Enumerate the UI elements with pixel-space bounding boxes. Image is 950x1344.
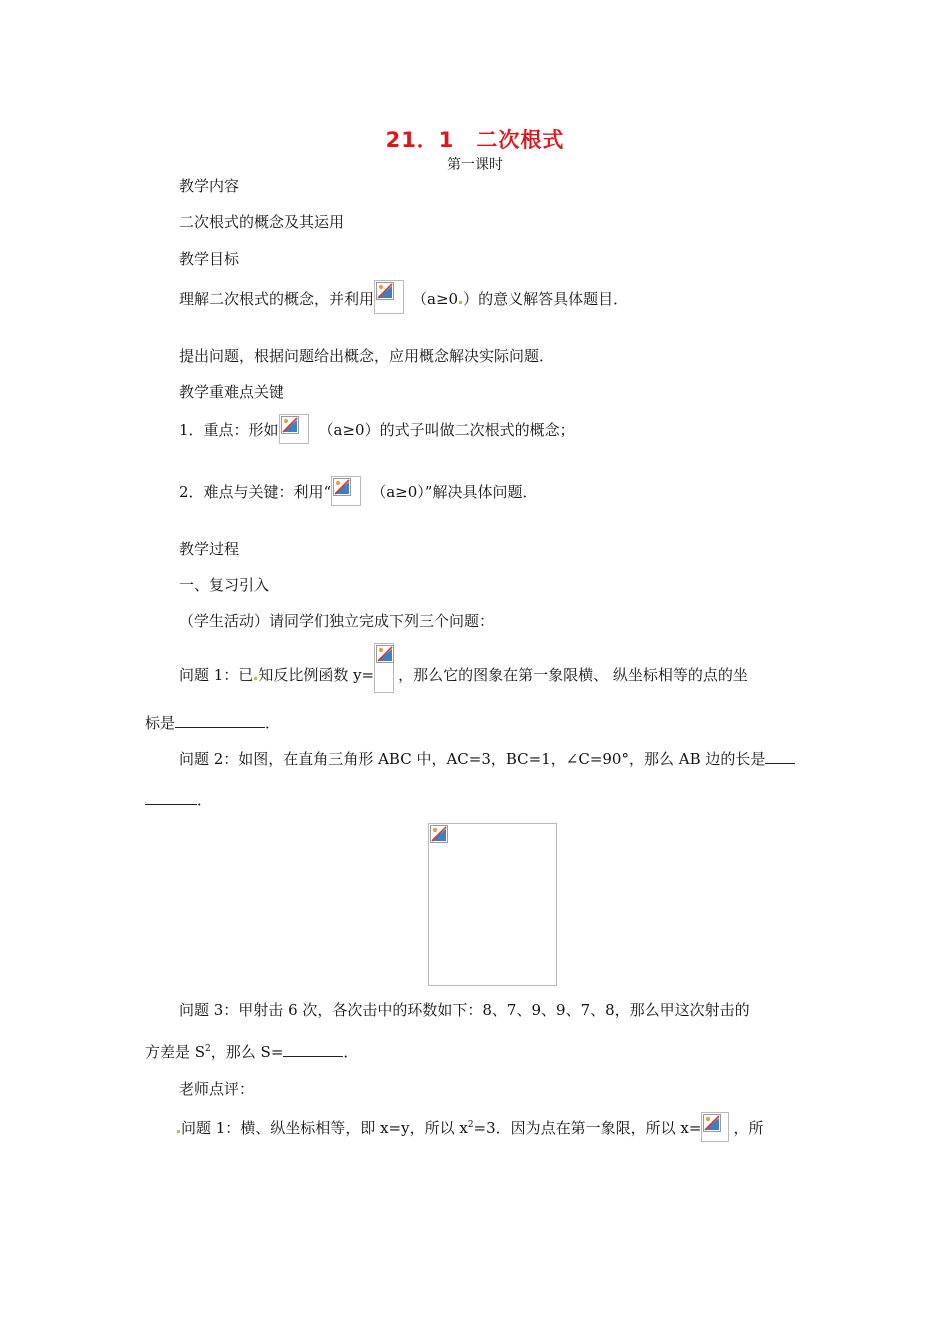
q1-text-d: 标是 [145, 714, 176, 732]
key1-text-a: 1．重点：形如 [179, 421, 279, 439]
q3-text-c: ，那么 S= [210, 1043, 284, 1061]
question-1 [179, 659, 748, 693]
question-1-cont [145, 713, 280, 733]
q3-text-d: ． [343, 1043, 359, 1061]
review-heading: 一、复习引入 [179, 576, 270, 594]
q1-text-c: ，那么它的图象在第一象限横、 纵坐标相等的点的坐 [398, 666, 748, 684]
right-triangle-figure-image [428, 823, 557, 986]
broken-image-icon [430, 825, 448, 843]
goal-line-1 [179, 286, 628, 314]
broken-image-icon [333, 478, 351, 496]
goal-line1-text-c: ）的意义解答具体题目． [463, 290, 629, 308]
key1-text-b: （a≥0）的式子叫做二次根式的概念； [318, 421, 575, 439]
superscript: 2 [205, 1044, 211, 1054]
key-point-2 [179, 480, 537, 506]
ans1-text-c: ，所 [733, 1119, 764, 1137]
broken-image-icon [703, 1114, 721, 1132]
q1-text-e: ． [265, 714, 281, 732]
page-title: 21．1 二次根式 [385, 128, 565, 152]
edit-mark [254, 677, 257, 680]
q2-text-a: 问题 2：如图，在直角三角形 ABC 中，AC=3，BC=1，∠C=90°，那么 AB 边的长是 [179, 750, 766, 768]
sqrt-a-formula-image [279, 414, 309, 444]
sqrt-3-formula-image [701, 1112, 729, 1142]
process-heading: 教学过程 [179, 540, 240, 558]
question-2 [179, 749, 795, 769]
key-heading: 教学重难点关键 [179, 383, 285, 401]
key-point-1 [179, 418, 575, 444]
answer-blank [765, 749, 795, 764]
q2-text-b: ． [197, 791, 213, 809]
goal-line1-text-b: （a≥0 [412, 290, 459, 308]
q1-text-b: 知反比例函数 y= [258, 666, 375, 684]
edit-mark [459, 301, 462, 304]
ans1-text-b: =3．因为点在第一象限，所以 x= [473, 1119, 702, 1137]
sqrt-a-formula-image [331, 476, 361, 506]
goal-line-2: 提出问题，根据问题给出概念，应用概念解决实际问题． [179, 347, 555, 365]
superscript: 2 [467, 1120, 474, 1130]
broken-image-icon [376, 645, 394, 663]
answer-blank [145, 790, 197, 805]
answer-blank [175, 713, 265, 728]
teacher-comment-heading: 老师点评： [179, 1080, 255, 1098]
q1-text-a: 问题 1：已 [179, 666, 254, 684]
answer-blank [283, 1042, 343, 1057]
key2-text-a: 2．难点与关键：利用“ [179, 483, 332, 501]
broken-image-icon [281, 416, 299, 434]
answer-1 [176, 1116, 763, 1142]
broken-image-icon [376, 282, 394, 300]
q3-text-b: 方差是 S [145, 1043, 206, 1061]
goal-heading: 教学目标 [179, 250, 240, 268]
page-subtitle: 第一课时 [447, 157, 503, 173]
student-activity: （学生活动）请同学们独立完成下列三个问题： [179, 612, 495, 630]
ans1-text-a: 问题 1：横、纵坐标相等，即 x=y，所以 x [181, 1119, 468, 1137]
content-text: 二次根式的概念及其运用 [179, 213, 345, 231]
content-heading: 教学内容 [179, 177, 240, 195]
key2-text-b: （a≥0）”解决具体问题． [371, 483, 538, 501]
question-3-cont [145, 1042, 358, 1062]
goal-line1-text-a: 理解二次根式的概念，并利用 [179, 290, 375, 308]
question-3: 问题 3：甲射击 6 次，各次击中的环数如下：8、7、9、9、7、8，那么甲这次射击的 [179, 1001, 750, 1019]
question-2-cont [145, 790, 212, 810]
sqrt-a-formula-image [374, 280, 404, 314]
fraction-formula-image [374, 643, 394, 693]
edit-mark [177, 1130, 180, 1133]
